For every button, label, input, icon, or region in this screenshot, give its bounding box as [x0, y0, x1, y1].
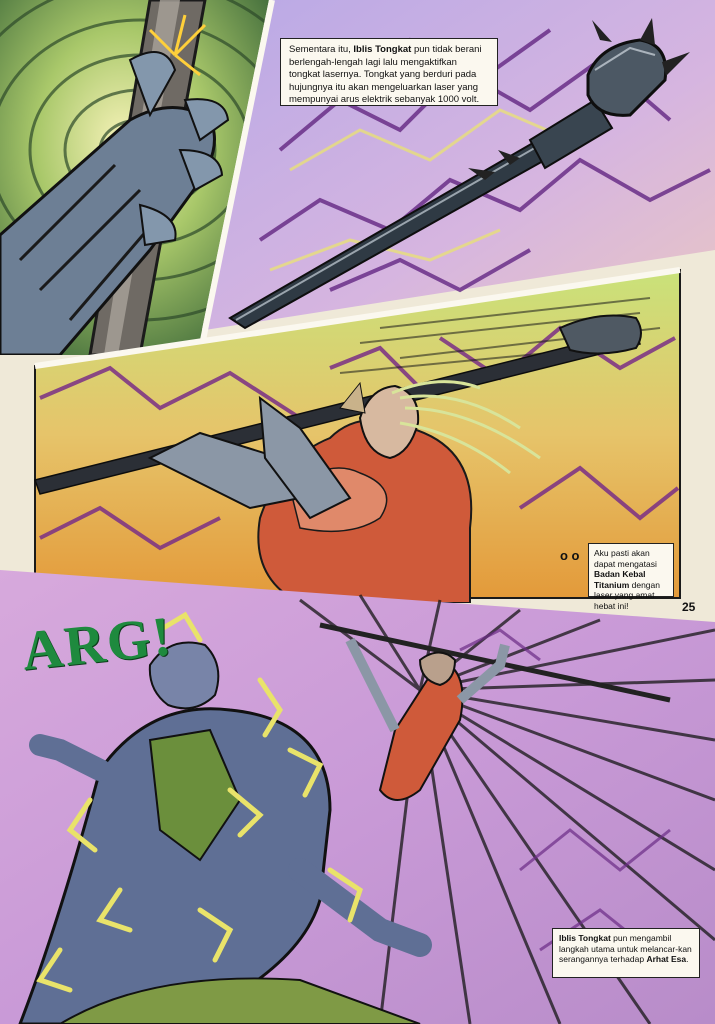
caption-bottom-text-2: . [686, 954, 689, 964]
speech-bubble [588, 543, 674, 611]
page-number: 25 [682, 600, 696, 614]
caption-bottom-text-1: pun mengambil langkah utama untuk melancar-kan serangannya terhadap [559, 933, 692, 964]
speech-text-1: Aku pasti akan dapat mengatasi [594, 548, 657, 569]
sfx-arg: ARG! [19, 605, 176, 683]
caption-bottom [552, 928, 700, 978]
speech-name: Badan Kebal Titanium [594, 569, 646, 590]
caption-top-name: Iblis Tongkat [353, 44, 412, 55]
caption-bottom-name-2: Arhat Esa [646, 954, 687, 964]
speech-trail: o o [560, 548, 580, 563]
caption-top-text-1: Sementara itu, [289, 44, 354, 55]
caption-top [280, 38, 498, 106]
speech-text-2: dengan laser yang amat hebat ini! [594, 579, 660, 611]
caption-top-text-2: pun tidak berani berlengah-lengah lagi lalu mengaktifkan tongkat lasernya. Tongkat yang berduri pada hujungnya itu akan mengeluarkan laser yang mempunyai arus elektrik sebanyak 1000 volt. [289, 44, 482, 105]
caption-bottom-name-1: Iblis Tongkat [559, 933, 611, 943]
